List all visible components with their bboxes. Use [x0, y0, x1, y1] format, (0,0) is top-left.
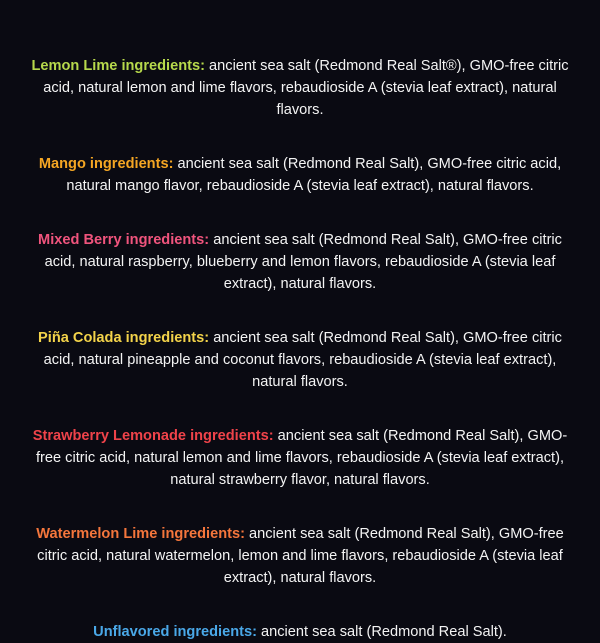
ingredient-block-unflavored	[18, 621, 582, 643]
flavor-label-strawberry-lemonade: Strawberry Lemonade ingredients:	[32, 427, 274, 444]
flavor-label-mango: Mango ingredients:	[38, 155, 174, 172]
ingredient-block-strawberry-lemonade	[18, 425, 582, 492]
ingredient-block-mango	[18, 153, 582, 197]
ingredient-block-mixed-berry	[18, 229, 582, 296]
ingredient-text-strawberry-lemonade: ancient sea salt (Redmond Real Salt), GMO-free citric acid, natural lemon and lime flavors, rebaudioside A (stevia leaf extract), natural strawberry flavor, natural flavors.	[35, 427, 568, 489]
flavor-label-mixed-berry: Mixed Berry ingredients:	[38, 231, 210, 248]
ingredient-text-watermelon-lime: ancient sea salt (Redmond Real Salt), GMO-free citric acid, natural watermelon, lemon and lime flavors, rebaudioside A (stevia leaf extract), natural flavors.	[37, 525, 564, 587]
ingredient-text-mango: ancient sea salt (Redmond Real Salt), GMO-free citric acid, natural mango flavor, rebaudioside A (stevia leaf extract), natural flavors.	[66, 155, 562, 194]
ingredient-text-lemon-lime: ancient sea salt (Redmond Real Salt®), GMO-free citric acid, natural lemon and lime flavors, rebaudioside A (stevia leaf extract), natural flavors.	[43, 57, 569, 118]
ingredient-text-mixed-berry: ancient sea salt (Redmond Real Salt), GMO-free citric acid, natural raspberry, blueberry and lemon flavors, rebaudioside A (stevia leaf extract), natural flavors.	[44, 231, 562, 292]
flavor-label-watermelon-lime: Watermelon Lime ingredients:	[36, 525, 245, 542]
ingredient-block-watermelon-lime	[18, 523, 582, 590]
flavor-label-pina-colada: Piña Colada ingredients:	[38, 329, 210, 346]
ingredient-block-lemon-lime	[18, 55, 582, 122]
flavor-label-lemon-lime: Lemon Lime ingredients:	[31, 57, 205, 74]
ingredient-block-pina-colada	[18, 327, 582, 394]
ingredient-text-unflavored: ancient sea salt (Redmond Real Salt).	[256, 624, 507, 641]
ingredient-text-pina-colada: ancient sea salt (Redmond Real Salt), GMO-free citric acid, natural pineapple and coconut flavors, rebaudioside A (stevia leaf extract), natural flavors.	[43, 329, 562, 391]
flavor-label-unflavored: Unflavored ingredients:	[93, 624, 257, 641]
